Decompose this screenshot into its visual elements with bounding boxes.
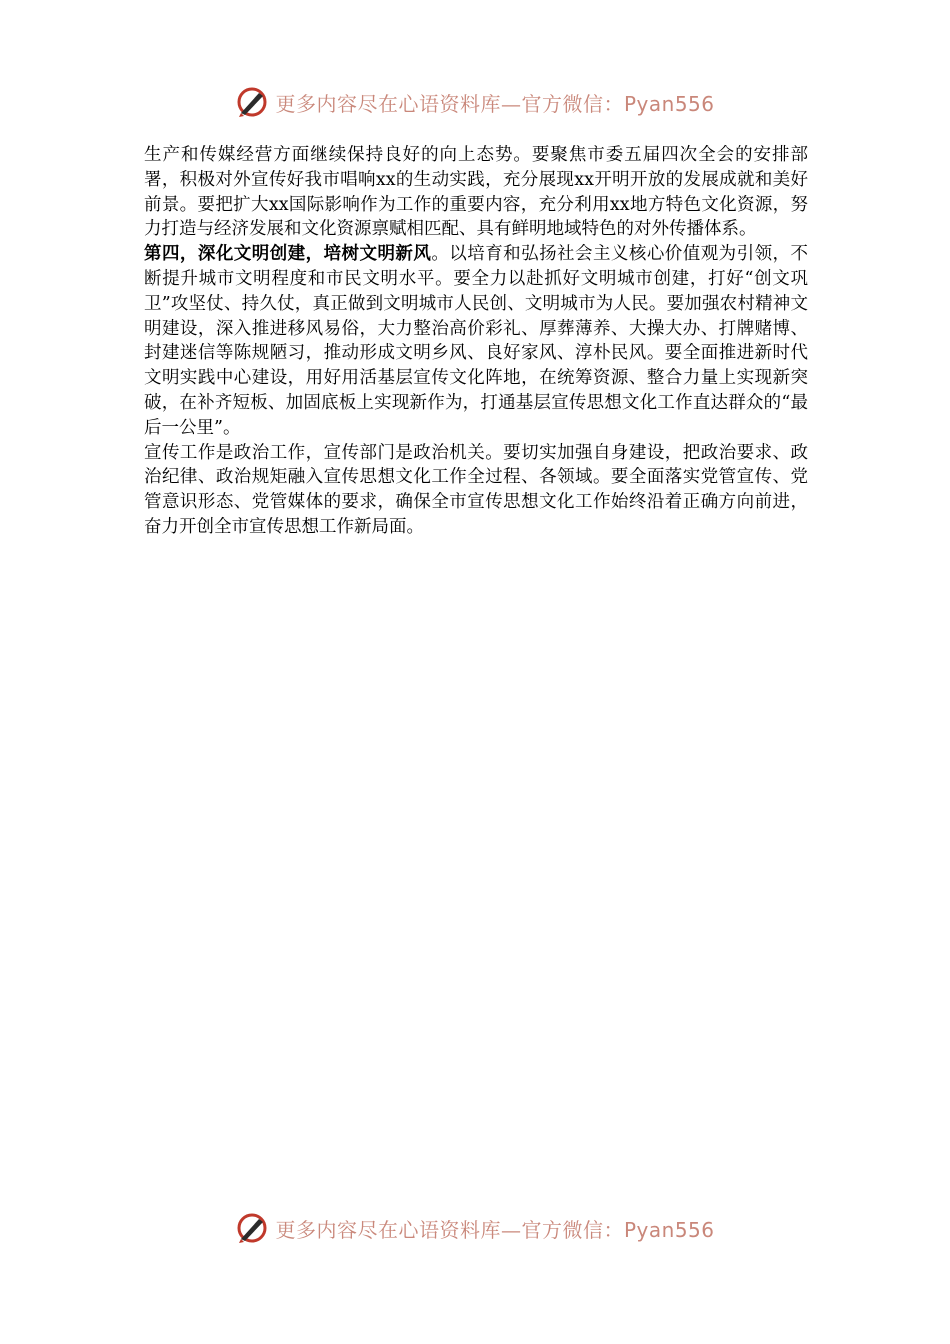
header-banner [0, 82, 950, 122]
document-body [144, 143, 808, 540]
paragraph-1 [144, 143, 808, 242]
footer-banner [0, 1208, 950, 1248]
paragraph-1-text: 生产和传媒经营方面继续保持良好的向上态势。要聚焦市委五届四次全会的安排部署，积极对外宣传好我市唱响xx的生动实践，充分展现xx开明开放的发展成就和美好前景。要把扩大xx国际影响作为工作的重要内容，充分利用xx地方特色文化资源，努力打造与经济发展和文化资源禀赋相匹配、具有鲜明地域特色的对外传播体系。 [144, 145, 808, 240]
paragraph-2 [144, 242, 808, 440]
header-banner-text [275, 88, 714, 117]
pen-circle-logo-icon [235, 85, 269, 119]
paragraph-3 [144, 441, 808, 540]
paragraph-3-text: 宣传工作是政治工作，宣传部门是政治机关。要切实加强自身建设，把政治要求、政治纪律、政治规矩融入宣传思想文化工作全过程、各领域。要全面落实党管宣传、党管意识形态、党管媒体的要求，确保全市宣传思想文化工作始终沿着正确方向前进，奋力开创全市宣传思想工作新局面。 [144, 442, 808, 537]
footer-banner-text [275, 1214, 714, 1243]
paragraph-2-text: 。以培育和弘扬社会主义核心价值观为引领，不断提升城市文明程度和市民文明水平。要全力以赴抓好文明城市创建，打好“创文巩卫”攻坚仗、持久仗，真正做到文明城市人民创、文明城市为人民。要加强农村精神文明建设，深入推进移风易俗，大力整治高价彩礼、厚葬薄养、大操大办、打牌赌博、封建迷信等陈规陋习，推动形成文明乡风、良好家风、淳朴民风。要全面推进新时代文明实践中心建设，用好用活基层宣传文化阵地，在统筹资源、整合力量上实现新突破，在补齐短板、加固底板上实现新作为，打通基层宣传思想文化工作直达群众的“最后一公里”。 [144, 244, 809, 438]
header-wechat-id: Pyan556 [623, 91, 715, 116]
footer-wechat-id: Pyan556 [623, 1217, 715, 1242]
footer-banner-label: 更多内容尽在心语资料库—官方微信： [275, 1217, 624, 1242]
pen-circle-logo-icon [235, 1211, 269, 1245]
paragraph-2-heading: 第四，深化文明创建，培树文明新风 [144, 244, 432, 265]
header-banner-label: 更多内容尽在心语资料库—官方微信： [275, 91, 624, 116]
